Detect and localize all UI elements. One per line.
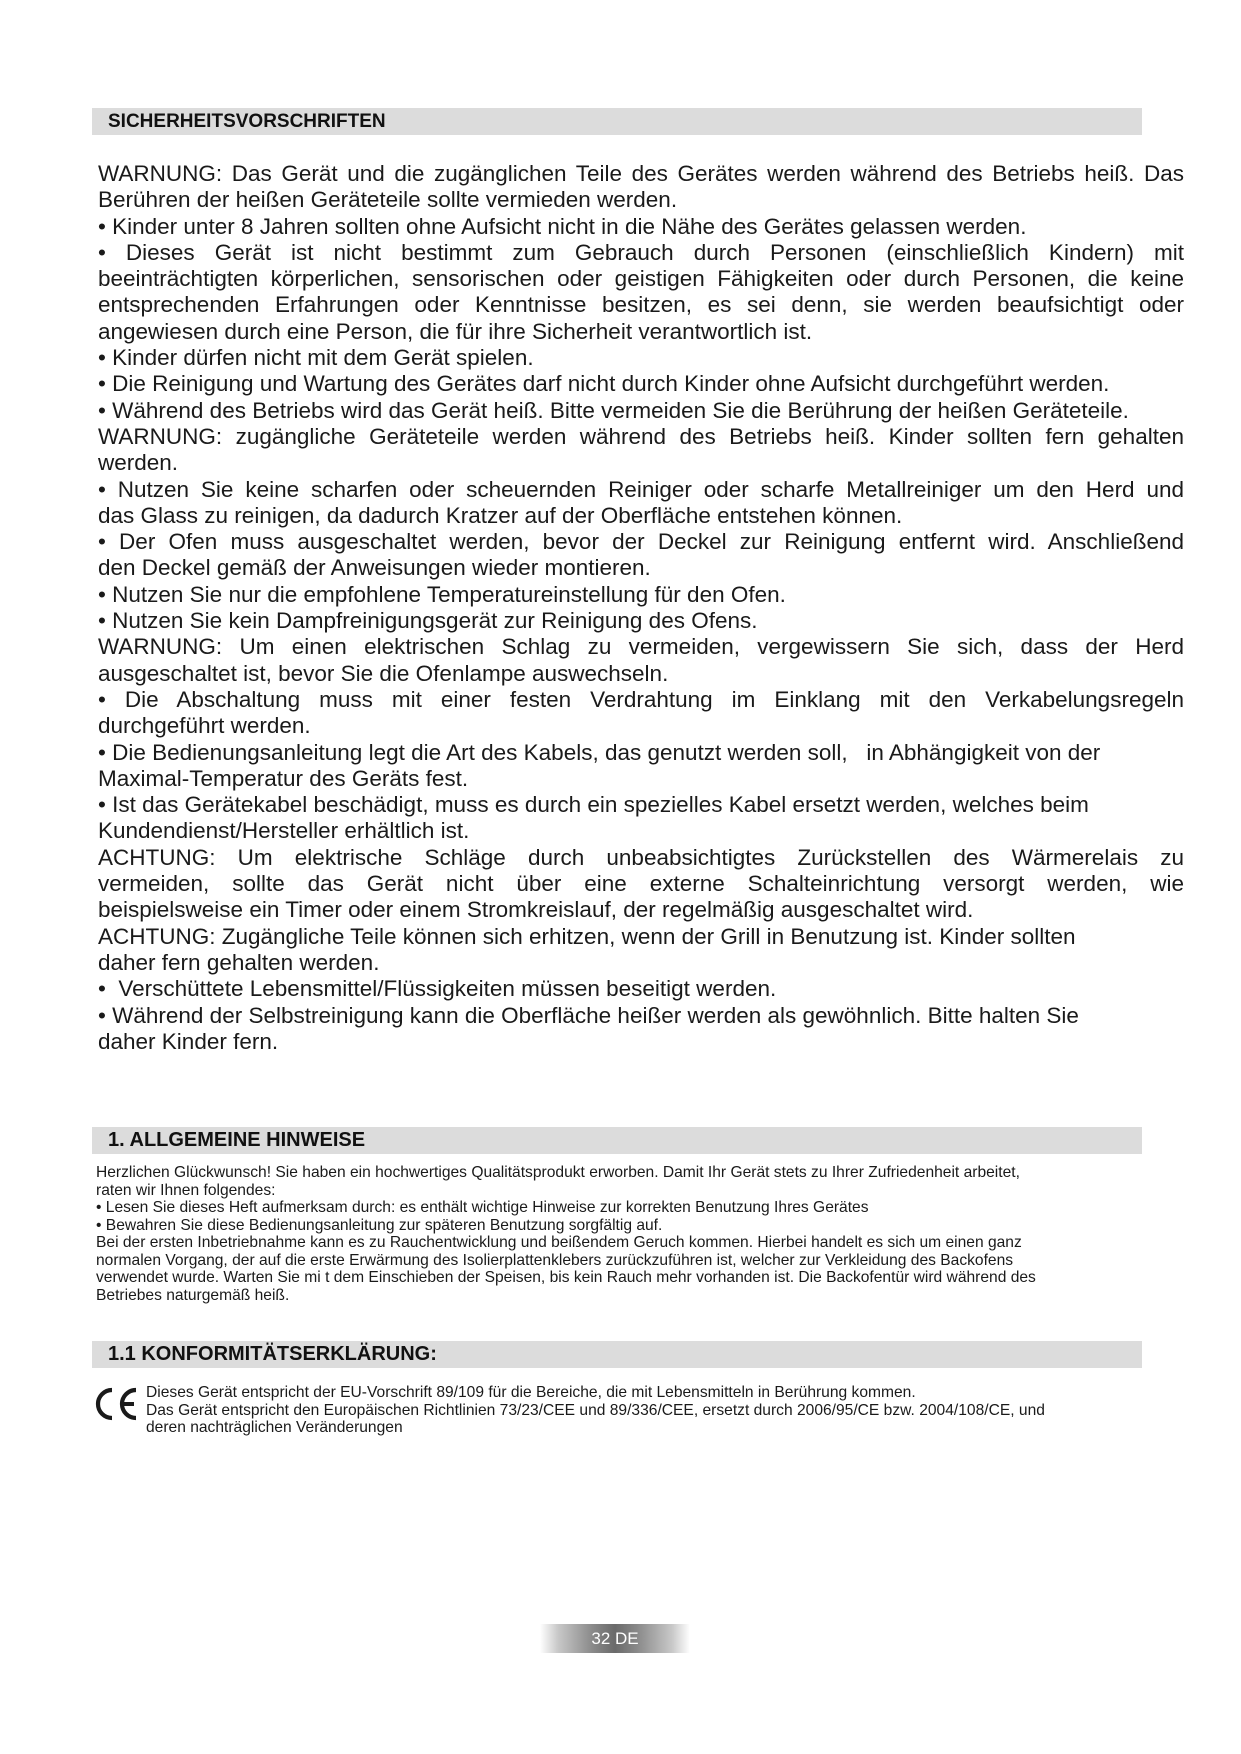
text-line: • Kinder dürfen nicht mit dem Gerät spielen. [98, 345, 534, 371]
text-line: • Ist das Gerätekabel beschädigt, muss es durch ein spezielles Kabel ersetzt werden, welches beim [98, 792, 1089, 818]
text-line: • Während der Selbstreinigung kann die Oberfläche heißer werden als gewöhnlich. Bitte halten Sie [98, 1002, 1079, 1028]
text-line: den Deckel gemäß der Anweisungen wieder montieren. [98, 555, 651, 581]
general-text [96, 1164, 1144, 1304]
text-line: WARNUNG: Um einen elektrischen Schlag zu vermeiden, vergewissern Sie sich, dass der Herd [98, 634, 1184, 660]
text-line: das Glass zu reinigen, da dadurch Kratzer auf der Oberfläche entstehen können. [98, 502, 903, 528]
text-line: WARNUNG: zugängliche Geräteteile werden während des Betriebs heiß. Kinder sollten fern gehalten [98, 423, 1184, 449]
page-number: 32 DE [540, 1624, 690, 1653]
text-line: • Nutzen Sie nur die empfohlene Temperatureinstellung für den Ofen. [98, 581, 786, 607]
ce-mark-icon [92, 1384, 140, 1424]
text-line: ACHTUNG: Zugängliche Teile können sich erhitzen, wenn der Grill in Benutzung ist. Kinder sollten [98, 923, 1076, 949]
text-line: werden. [98, 450, 179, 476]
text-line: • Verschüttete Lebensmittel/Flüssigkeiten müssen beseitigt werden. [98, 976, 777, 1002]
text-line: angewiesen durch eine Person, die für ihre Sicherheit verantwortlich ist. [98, 318, 813, 344]
text-line: WARNUNG: Das Gerät und die zugänglichen Teile des Gerätes werden während des Betriebs heiß. Das [98, 161, 1184, 186]
text-line: Dieses Gerät entspricht der EU-Vorschrift 89/109 für die Bereiche, die mit Lebensmitteln in Berührung kommen. [146, 1384, 916, 1401]
text-line: deren nachträglichen Veränderungen [146, 1419, 403, 1436]
text-line: Betriebes naturgemäß heiß. [96, 1286, 290, 1304]
general-section-heading: 1. ALLGEMEINE HINWEISE [92, 1127, 1142, 1154]
text-line: verwendet wurde. Warten Sie mi t dem Einschieben der Speisen, bis kein Rauch mehr vorhanden ist. Die Backofentür wird während des [96, 1269, 1036, 1286]
text-line: Berühren der heißen Geräteteile sollte vermieden werden. [98, 187, 678, 213]
text-line: normalen Vorgang, der auf die erste Erwärmung des Isolierplattenklebers zurückzuführen ist, welcher zur Verkleidung des Backofens [96, 1251, 1014, 1269]
conformity-section-heading: 1.1 KONFORMITÄTSERKLÄRUNG: [92, 1341, 1142, 1368]
text-line: beispielsweise ein Timer oder einem Stromkreislauf, der regelmäßig ausgeschaltet wird. [98, 897, 974, 923]
text-line: • Kinder unter 8 Jahren sollten ohne Aufsicht nicht in die Nähe des Gerätes gelassen werden. [98, 213, 1027, 239]
text-line: vermeiden, sollte das Gerät nicht über eine externe Schalteinrichtung versorgt werden, wie [98, 871, 1184, 897]
text-line: • Der Ofen muss ausgeschaltet werden, bevor der Deckel zur Reinigung entfernt wird. Anschließend [98, 529, 1184, 555]
text-line: • Lesen Sie dieses Heft aufmerksam durch: es enthält wichtige Hinweise zur korrekten Benutzung Ihres Gerätes [96, 1199, 869, 1216]
text-line: ACHTUNG: Um elektrische Schläge durch unbeabsichtigtes Zurückstellen des Wärmerelais zu [98, 844, 1184, 870]
text-line: • Nutzen Sie keine scharfen oder scheuernden Reiniger oder scharfe Metallreiniger um den Herd und [98, 476, 1184, 502]
safety-text [98, 161, 1184, 1055]
text-line: Kundendienst/Hersteller erhältlich ist. [98, 818, 470, 844]
text-line: • Während des Betriebs wird das Gerät heiß. Bitte vermeiden Sie die Berührung der heißen Geräteteile. [98, 397, 1129, 423]
text-line: • Die Abschaltung muss mit einer festen Verdrahtung im Einklang mit den Verkabelungsregeln [98, 686, 1184, 712]
text-line: • Die Reinigung und Wartung des Gerätes darf nicht durch Kinder ohne Aufsicht durchgeführt werden. [98, 371, 1110, 397]
text-line: ausgeschaltet ist, bevor Sie die Ofenlampe auswechseln. [98, 660, 669, 686]
text-line: daher Kinder fern. [98, 1028, 279, 1054]
text-line: • Dieses Gerät ist nicht bestimmt zum Gebrauch durch Personen (einschließlich Kindern) mit [98, 239, 1184, 265]
text-line: Das Gerät entspricht den Europäischen Richtlinien 73/23/CEE und 89/336/CEE, ersetzt durch 2006/95/CE bzw. 2004/108/CE, und [146, 1401, 1045, 1419]
text-line: • Die Bedienungsanleitung legt die Art des Kabels, das genutzt werden soll, in Abhängigkeit von der [98, 739, 1101, 765]
text-line: beeinträchtigten körperlichen, sensorischen oder geistigen Fähigkeiten oder durch Personen, die keine [98, 266, 1184, 292]
text-line: entsprechenden Erfahrungen oder Kenntnisse besitzen, es sei denn, sie werden beaufsichtigt oder [98, 292, 1184, 318]
text-line: Bei der ersten Inbetriebnahme kann es zu Rauchentwicklung und beißendem Geruch kommen. Hierbei handelt es sich um einen ganz [96, 1234, 1022, 1251]
text-line: raten wir Ihnen folgendes: [96, 1181, 276, 1199]
text-line: Herzlichen Glückwunsch! Sie haben ein hochwertiges Qualitätsprodukt erworben. Damit Ihr Gerät stets zu Ihrer Zufriedenheit arbeitet, [96, 1164, 1020, 1181]
text-line: Maximal-Temperatur des Geräts fest. [98, 765, 469, 791]
text-line: • Nutzen Sie kein Dampfreinigungsgerät zur Reinigung des Ofens. [98, 608, 758, 634]
text-line: • Bewahren Sie diese Bedienungsanleitung zur späteren Benutzung sorgfältig auf. [96, 1216, 663, 1234]
text-line: daher fern gehalten werden. [98, 949, 380, 975]
text-line: durchgeführt werden. [98, 713, 311, 739]
safety-section-heading: SICHERHEITSVORSCHRIFTEN [92, 108, 1142, 135]
